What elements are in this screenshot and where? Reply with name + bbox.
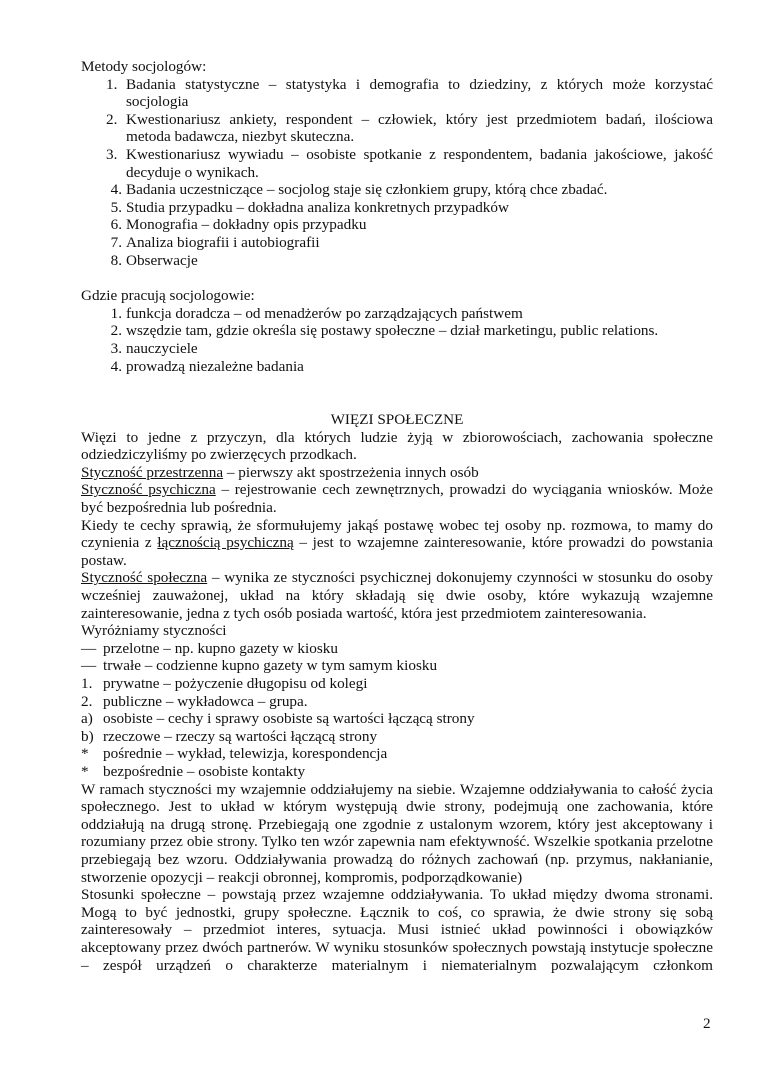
list-item: b) rzeczowe – rzeczy są wartości łączącą strony bbox=[81, 727, 378, 745]
methods-heading: Metody socjologów: bbox=[81, 58, 207, 75]
spatial-contact-paragraph: Styczność przestrzenna – pierwszy akt spostrzeżenia innych osób bbox=[81, 463, 479, 481]
psychic-connection-term: łącznością psychiczną bbox=[157, 534, 294, 552]
section-title: WIĘZI SPOŁECZNE bbox=[330, 411, 464, 429]
list-item: — trwałe – codzienne kupno gazety w tym samym kiosku bbox=[81, 657, 438, 675]
workplaces-list bbox=[81, 305, 713, 375]
list-item: 1. prywatne – pożyczenie długopisu od kolegi bbox=[81, 675, 368, 692]
list-item: 1. Badania statystyczne – statystyka i demografia to dziedziny, z których może korzystać socjologia bbox=[106, 75, 713, 111]
list-item: a) osobiste – cechy i sprawy osobiste są wartości łączącą strony bbox=[81, 710, 475, 728]
list-item: 5. Studia przypadku – dokładna analiza konkretnych przypadków bbox=[110, 198, 509, 216]
list-item: 3. nauczyciele bbox=[110, 339, 198, 357]
list-item: 4. prowadzą niezależne badania bbox=[110, 357, 304, 375]
methods-list bbox=[81, 76, 713, 270]
social-contact-term: Styczność społeczna bbox=[81, 569, 208, 587]
list-item: 7. Analiza biografii i autobiografii bbox=[110, 233, 320, 251]
psychic-contact-term: Styczność psychiczna bbox=[81, 481, 216, 499]
list-item: 2. wszędzie tam, gdzie określa się postawy społeczne – dział marketingu, public relations. bbox=[110, 322, 659, 340]
social-contact-paragraph: Styczność społeczna – wynika ze styczności psychicznej dokonujemy czynności w stosunku do osoby wcześniej zauważonej, układ na który składają się dwie osoby, które wykazują wzajemne zainteresowanie, jedna z tych osób posiada wartość, która jest przedmiotem zainteresowania. bbox=[81, 569, 713, 622]
list-item: * pośrednie – wykład, telewizja, korespondencja bbox=[81, 745, 388, 763]
list-item: 6. Monografia – dokładny opis przypadku bbox=[110, 216, 367, 234]
interactions-paragraph: W ramach styczności my wzajemnie oddziałujemy na siebie. Wzajemne oddziaływania to całość życia społecznego. Jest to układ w którym występują dwie strony, podejmują one zachowania, które oddziałują na drugą stronę. Przebiegają one zgodnie z ustalonym wzorem, który jest akceptowany i rozumiany przez obie strony. Tylko ten wzór zapewnia nam efektywność. Wszelkie spotkania przelotne przebiegają bez wzoru. Oddziaływania prowadzą do różnych zachowań (np. przymus, nakłanianie, stworzenie opozycji – reakcji obronnej, kompromis, podporządkowanie) bbox=[81, 780, 713, 886]
psychic-contact-paragraph: Styczność psychiczna – rejestrowanie cech zewnętrznych, prowadzi do wyciągania wniosków. Może być bezpośrednia lub pośrednia. bbox=[81, 481, 713, 517]
list-item: 1. funkcja doradcza – od menadżerów po zarządzających państwem bbox=[110, 304, 523, 322]
list-item: 3. Kwestionariusz wywiadu – osobiste spotkanie z respondentem, badania jakościowe, jakość decyduje o wynikach. bbox=[106, 145, 713, 181]
distinguish-line: Wyróżniamy styczności bbox=[81, 622, 227, 640]
list-item: — przelotne – np. kupno gazety w kiosku bbox=[81, 639, 338, 657]
list-item: 2. Kwestionariusz ankiety, respondent – człowiek, który jest przedmiotem badań, ilościowa metoda badawcza, niezbyt skuteczna. bbox=[106, 110, 713, 146]
psychic-connection-paragraph: Kiedy te cechy sprawią, że sformułujemy jakąś postawę wobec tej osoby np. rozmowa, to mamy do czynienia z łącznością psychiczną – jest to wzajemne zainteresowanie, które prowadzi do powstania postaw. bbox=[81, 516, 713, 569]
document-page bbox=[81, 58, 713, 974]
workplaces-heading: Gdzie pracują socjologowie: bbox=[81, 287, 255, 305]
list-item: 4. Badania uczestniczące – socjolog staje się członkiem grupy, którą chce zbadać. bbox=[110, 181, 608, 199]
ties-intro: Więzi to jedne z przyczyn, dla których ludzie żyją w zbiorowościach, zachowania społeczne odziedziczyliśmy po zwierzęcych przodkach. bbox=[81, 428, 713, 464]
list-item: * bezpośrednie – osobiste kontakty bbox=[81, 762, 306, 780]
spatial-contact-term: Styczność przestrzenna bbox=[81, 463, 224, 481]
page-number: 2 bbox=[703, 1015, 711, 1032]
relations-paragraph: Stosunki społeczne – powstają przez wzajemne oddziaływania. To układ między dwoma stronami. Mogą to być jednostki, grupy społeczne. Łącznik to coś, co sprawia, że dwie strony się sobą zainteresowały – przedmiot interes, sytuacja. Musi istnieć układ powinności i obowiązków akceptowany przez dwóch partnerów. W wyniku stosunków społecznych powstają instytucje społeczne – zespół urządzeń o charakterze materialnym i niematerialnym pozwalającym członkom bbox=[81, 886, 713, 974]
list-item: 8. Obserwacje bbox=[110, 251, 198, 269]
list-item: 2. publiczne – wykładowca – grupa. bbox=[81, 692, 308, 710]
contact-types-list bbox=[81, 640, 713, 781]
